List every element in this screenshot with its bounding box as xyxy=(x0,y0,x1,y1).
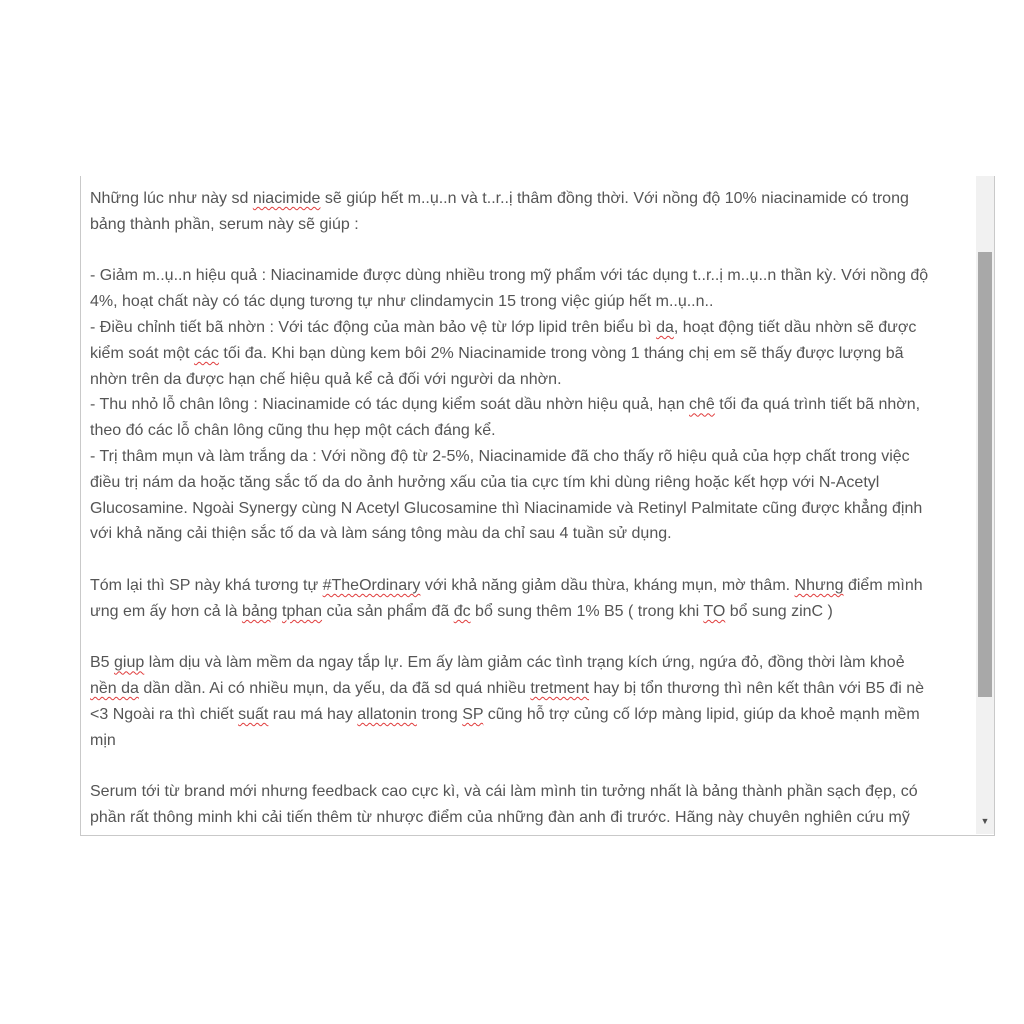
text-segment: với khả năng giảm dầu thừa, kháng mụn, mờ thâm. xyxy=(420,576,795,594)
text-line xyxy=(90,779,970,805)
misspelled-word: tphan xyxy=(282,602,323,620)
text-line xyxy=(90,496,970,522)
misspelled-word: da xyxy=(656,318,674,336)
text-segment: - Trị thâm mụn và làm trắng da : Với nồng độ từ 2-5%, Niacinamide đã cho thấy rõ hiệu quả của hợp chất trong việc xyxy=(90,447,910,465)
misspelled-word: suất xyxy=(238,705,269,723)
text-line xyxy=(90,805,970,831)
misspelled-word: nền da xyxy=(90,680,139,698)
scrollbar-thumb[interactable] xyxy=(978,252,992,697)
text-segment: kiểm soát một xyxy=(90,344,195,362)
text-line xyxy=(90,521,970,547)
misspelled-word: bảng xyxy=(241,602,278,620)
text-segment: - Thu nhỏ lỗ chân lông : Niacinamide có tác dụng kiểm soát dầu nhờn hiệu quả, hạn xyxy=(90,396,690,414)
text-line xyxy=(90,392,970,418)
text-segment: mịn xyxy=(90,731,116,749)
text-line xyxy=(90,599,970,625)
misspelled-word: #TheOrdinary xyxy=(322,576,421,594)
text-segment: làm dịu và làm mềm da ngay tắp lự. Em ấy làm giảm các tình trạng kích ứng, ngứa đỏ, đồng thời làm khoẻ xyxy=(144,654,905,672)
text-line xyxy=(90,263,970,289)
misspelled-word: allatonin xyxy=(357,705,417,723)
misspelled-word: SP xyxy=(462,705,484,723)
text-line xyxy=(90,676,970,702)
text-line xyxy=(90,315,970,341)
text-line xyxy=(90,341,970,367)
text-segment: phần rất thông minh khi cải tiến thêm từ nhược điểm của những đàn anh đi trước. Hãng này chuyên nghiên cứu mỹ xyxy=(90,809,910,827)
misspelled-word: các xyxy=(194,344,219,362)
text-segment: bổ sung zinC ) xyxy=(725,602,833,620)
blank-line xyxy=(90,547,970,573)
scroll-down-arrow-icon[interactable]: ▼ xyxy=(980,816,990,826)
blank-line xyxy=(90,754,970,780)
misspelled-word: giup xyxy=(114,654,145,672)
text-segment: bổ sung thêm 1% B5 ( trong khi xyxy=(470,602,704,620)
text-segment: trong xyxy=(416,705,463,723)
text-line xyxy=(90,650,970,676)
text-segment: với khả năng cải thiện sắc tố da và làm sáng tông màu da chỉ sau 4 tuần sử dụng. xyxy=(90,525,672,543)
text-segment: , hoạt động tiết dầu nhờn sẽ được xyxy=(673,318,917,336)
review-textarea[interactable] xyxy=(80,176,995,836)
text-line xyxy=(90,573,970,599)
text-segment: cũng hỗ trợ củng cố lớp màng lipid, giúp da khoẻ mạnh mềm xyxy=(483,705,920,723)
vertical-scrollbar[interactable] xyxy=(976,176,994,834)
misspelled-word: tretment xyxy=(530,680,590,698)
text-segment: Những lúc như này sd xyxy=(90,190,253,207)
text-segment: nhờn trên da được hạn chế hiệu quả kể cả đối với người da nhờn. xyxy=(90,370,562,388)
text-segment: rau má hay xyxy=(268,705,358,723)
text-line xyxy=(90,470,970,496)
text-segment: điểm mình xyxy=(843,576,923,594)
text-segment: Glucosamine. Ngoài Synergy cùng N Acetyl Glucosamine thì Niacinamide và Retinyl Palmitate cũng được khẳng định xyxy=(90,499,923,517)
text-segment: hay bị tổn thương thì nên kết thân với B5 đi nè xyxy=(589,680,925,698)
textarea-text xyxy=(90,186,970,831)
text-segment: Serum tới từ brand mới nhưng feedback cao cực kì, và cái làm mình tin tưởng nhất là bảng thành phần sạch đẹp, có xyxy=(90,783,918,801)
misspelled-word: niacimide xyxy=(252,190,321,207)
text-segment: - Điều chỉnh tiết bã nhờn : Với tác động của màn bảo vệ từ lớp lipid trên biểu bì xyxy=(90,318,657,336)
text-segment: ưng em ấy hơn cả là xyxy=(90,602,242,620)
text-segment: theo đó các lỗ chân lông cũng thu hẹp một cách đáng kể. xyxy=(90,422,496,440)
text-segment: điều trị nám da hoặc tăng sắc tố da do ảnh hưởng xấu của tia cực tím khi dùng riêng hoặc kết hợp với N-Acetyl xyxy=(90,473,880,491)
text-segment: - Giảm m..ụ..n hiệu quả : Niacinamide được dùng nhiều trong mỹ phẩm với tác dụng t..r..ị m..ụ..n thần kỳ. Với nồng độ xyxy=(90,267,929,285)
text-segment: <3 Ngoài ra thì chiết xyxy=(90,705,239,723)
text-segment: tối đa quá trình tiết bã nhờn, xyxy=(714,396,921,414)
text-segment: của sản phẩm đã xyxy=(322,602,454,620)
misspelled-word: TO xyxy=(703,602,726,620)
text-segment: 4%, hoạt chất này có tác dụng tương tự như clindamycin 15 trong việc giúp hết m..ụ..n.. xyxy=(90,293,714,311)
text-line xyxy=(90,186,970,212)
text-segment: sẽ giúp hết m..ụ..n và t..r..ị thâm đồng thời. Với nồng độ 10% niacinamide có trong xyxy=(320,190,909,207)
text-segment: Tóm lại thì SP này khá tương tự xyxy=(90,576,323,594)
text-segment: B5 xyxy=(90,654,115,672)
text-segment: tối đa. Khi bạn dùng kem bôi 2% Niacinamide trong vòng 1 tháng chị em sẽ thấy được lượng bã xyxy=(218,344,904,362)
text-line xyxy=(90,418,970,444)
text-segment: bảng thành phần, serum này sẽ giúp : xyxy=(90,215,359,233)
text-line xyxy=(90,367,970,393)
text-segment: dần dần. Ai có nhiều mụn, da yếu, da đã sd quá nhiều xyxy=(138,680,531,698)
misspelled-word: Nhưng xyxy=(794,576,844,594)
misspelled-word: chê xyxy=(689,396,715,414)
text-line xyxy=(90,444,970,470)
text-line xyxy=(90,289,970,315)
text-line xyxy=(90,702,970,728)
text-line xyxy=(90,728,970,754)
blank-line xyxy=(90,625,970,651)
text-line xyxy=(90,212,970,238)
blank-line xyxy=(90,238,970,264)
misspelled-word: đc xyxy=(453,602,471,620)
